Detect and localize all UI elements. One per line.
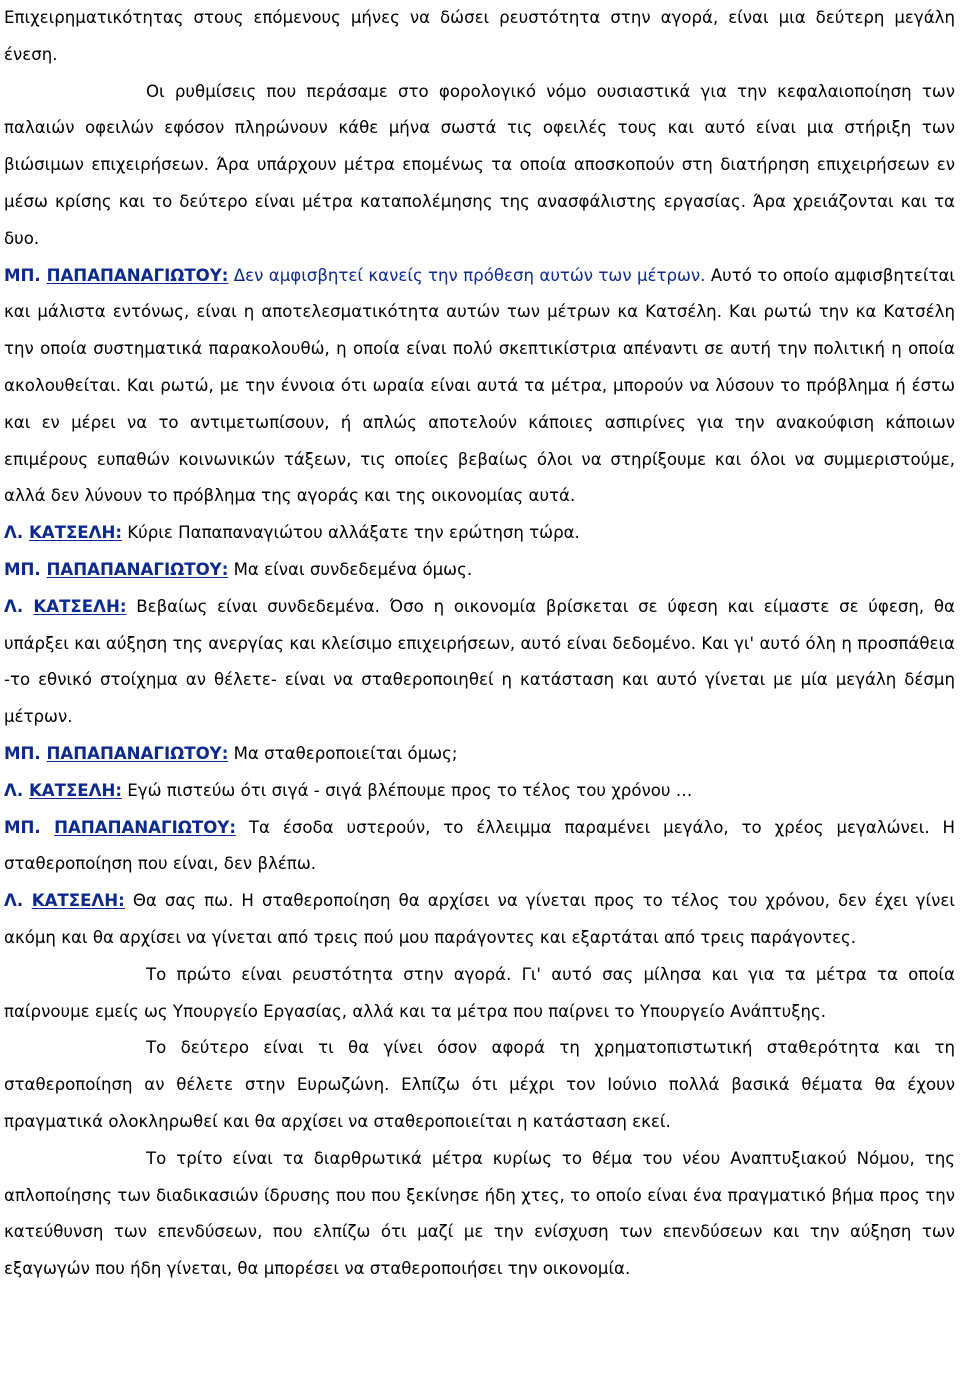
speaker-name: ΚΑΤΣΕΛΗ: [33, 596, 127, 616]
paragraph-second-factor: Το δεύτερο είναι τι θα γίνει όσον αφορά τη χρηματοπιστωτική σταθερότητα και τη σταθεροποίηση αν θέλετε στην Ευρωζώνη. Ελπίζω ότι μέχρι τον Ιούνιο πολλά βασικά θέματα θα έχουν πραγματικά ολοκληρωθεί και θα αρχίσει να σταθεροποιείται η κατάσταση εκεί. [4, 1038, 955, 1131]
speaker-prefix: Λ. [4, 596, 34, 616]
paragraph-continuation: Επιχειρηματικότητας στους επόμενους μήνες να δώσει ρευστότητα στην αγορά, είναι μια δεύτερη μεγάλη ένεση. [4, 8, 955, 64]
speaker-name: ΠΑΠΑΠΑΝΑΓΙΩΤΟΥ: [54, 817, 236, 837]
speaker-prefix: ΜΠ. [4, 559, 47, 579]
speaker-name: ΠΑΠΑΠΑΝΑΓΙΩΤΟΥ: [46, 559, 229, 579]
paragraph-third-factor: Το τρίτο είναι τα διαρθρωτικά μέτρα κυρίως το θέμα του νέου Αναπτυξιακού Νόμου, της απλοποίησης των διαδικασιών ίδρυσης που που ξεκίνησε ήδη χτες, το οποίο είναι ένα πραγματικό βήμα προς την κατεύθυνση των επενδύσεων, που ελπίζω ότι μαζί με την ενίσχυση των επενδύσεων και την αύξηση των εξαγωγών που ήδη γίνεται, θα μπορέσει να σταθεροποιήσει την οικονομία. [4, 1148, 955, 1279]
speech-text: Μα σταθεροποιείται όμως; [228, 743, 458, 763]
speech-text: Κύριε Παπαπαναγιώτου αλλάξατε την ερώτηση τώρα. [122, 523, 580, 543]
speech-text: Αυτό το οποίο αμφισβητείται και μάλιστα εντόνως, είναι η αποτελεσματικότητα αυτών των μέτρων κα Κατσέλη. Και ρωτώ την κα Κατσέλη την οποία συστηματικά παρακολουθώ, η οποία είναι πολύ σκεπτικίστρια απέναντι σε αυτή την πολιτική η οποία ακολουθείται. Και ρωτώ, με την έννοια ότι ωραία είναι αυτά τα μέτρα, μπορούν να λύσουν το πρόβλημα ή έστω και εν μέρει να το αντιμετωπίσουν, ή απλώς αποτελούν κάποιες ασπιρίνες για την ανακούφιση κάποιων επιμέρους ευπαθών κοινωνικών τάξεων, τις οποίες βεβαίως όλοι να στηρίξουμε και όλοι να συμμεριστούμε, αλλά δεν λύνουν το πρόβλημα της αγοράς και της οικονομίας αυτά. [4, 265, 956, 506]
speaker-name: ΠΑΠΑΠΑΝΑΓΙΩΤΟΥ: [46, 743, 229, 763]
speaker-name: ΠΑΠΑΠΑΝΑΓΙΩΤΟΥ: [46, 265, 229, 285]
speech-text: Εγώ πιστεύω ότι σιγά - σιγά βλέπουμε προς το τέλος του χρόνου … [122, 780, 693, 800]
speaker-prefix: Λ. [4, 891, 32, 911]
speaker-prefix: ΜΠ. [4, 265, 47, 285]
speaker-prefix: ΜΠ. [4, 817, 55, 837]
speech-highlight: Δεν αμφισβητεί κανείς την πρόθεση αυτών των μέτρων. [228, 265, 706, 285]
speaker-prefix: Λ. [4, 780, 29, 800]
speaker-prefix: ΜΠ. [4, 743, 47, 763]
speech-text: Θα σας πω. Η σταθεροποίηση θα αρχίσει να γίνεται προς το τέλος του χρόνου, δεν έχει γίνει ακόμη και θα αρχίσει να γίνεται από τρεις πού μου παράγοντες και εξαρτάται από τρεις παράγοντες. [4, 891, 955, 947]
speaker-name: ΚΑΤΣΕΛΗ: [28, 523, 122, 543]
speech-text: Μα είναι συνδεδεμένα όμως. [228, 559, 473, 579]
speech-katseli [4, 515, 955, 552]
speech-papapanagiotou [4, 552, 955, 589]
paragraph-first-factor: Το πρώτο είναι ρευστότητα στην αγορά. Γι' αυτό σας μίλησα και για τα μέτρα τα οποία παίρνουμε εμείς ως Υπουργείο Εργασίας, αλλά και τα μέτρα που παίρνει το Υπουργείο Ανάπτυξης. [4, 964, 955, 1021]
speaker-prefix: Λ. [4, 523, 29, 543]
paragraph-measures: Οι ρυθμίσεις που περάσαμε στο φορολογικό νόμο ουσιαστικά για την κεφαλαιοποίηση των παλαιών οφειλών εφόσον πληρώνουν κάθε μήνα σωστά τις οφειλές τους και αυτό είναι μια στήριξη των βιώσιμων επιχειρήσεων. Άρα υπάρχουν μέτρα επομένως τα οποία αποσκοπούν στη διατήρηση επιχειρήσεων εν μέσω κρίσης και το δεύτερο είναι μέτρα καταπολέμησης της ανασφάλιστης εργασίας. Άρα χρειάζονται και τα δυο. [4, 81, 955, 248]
speech-papapanagiotou [4, 810, 955, 884]
speech-katseli [4, 773, 955, 810]
speaker-name: ΚΑΤΣΕΛΗ: [28, 780, 122, 800]
speech-papapanagiotou [4, 258, 955, 516]
speech-papapanagiotou [4, 736, 955, 773]
speaker-name: ΚΑΤΣΕΛΗ: [31, 891, 125, 911]
speech-text: Τα έσοδα υστερούν, το έλλειμμα παραμένει μεγάλο, το χρέος μεγαλώνει. Η σταθεροποίηση που είναι, δεν βλέπω. [4, 817, 955, 874]
speech-text: Βεβαίως είναι συνδεδεμένα. Όσο η οικονομία βρίσκεται σε ύφεση και είμαστε σε ύφεση, θα υπάρξει και αύξηση της ανεργίας και κλείσιμο επιχειρήσεων, αυτό είναι δεδομένο. Και γι' αυτό όλη η προσπάθεια -το εθνικό στοίχημα αν θέλετε- είναι να σταθεροποιηθεί η κατάσταση και αυτό γίνεται με μία μεγάλη δέσμη μέτρων. [4, 596, 955, 727]
speech-katseli [4, 883, 955, 957]
speech-katseli [4, 589, 955, 736]
